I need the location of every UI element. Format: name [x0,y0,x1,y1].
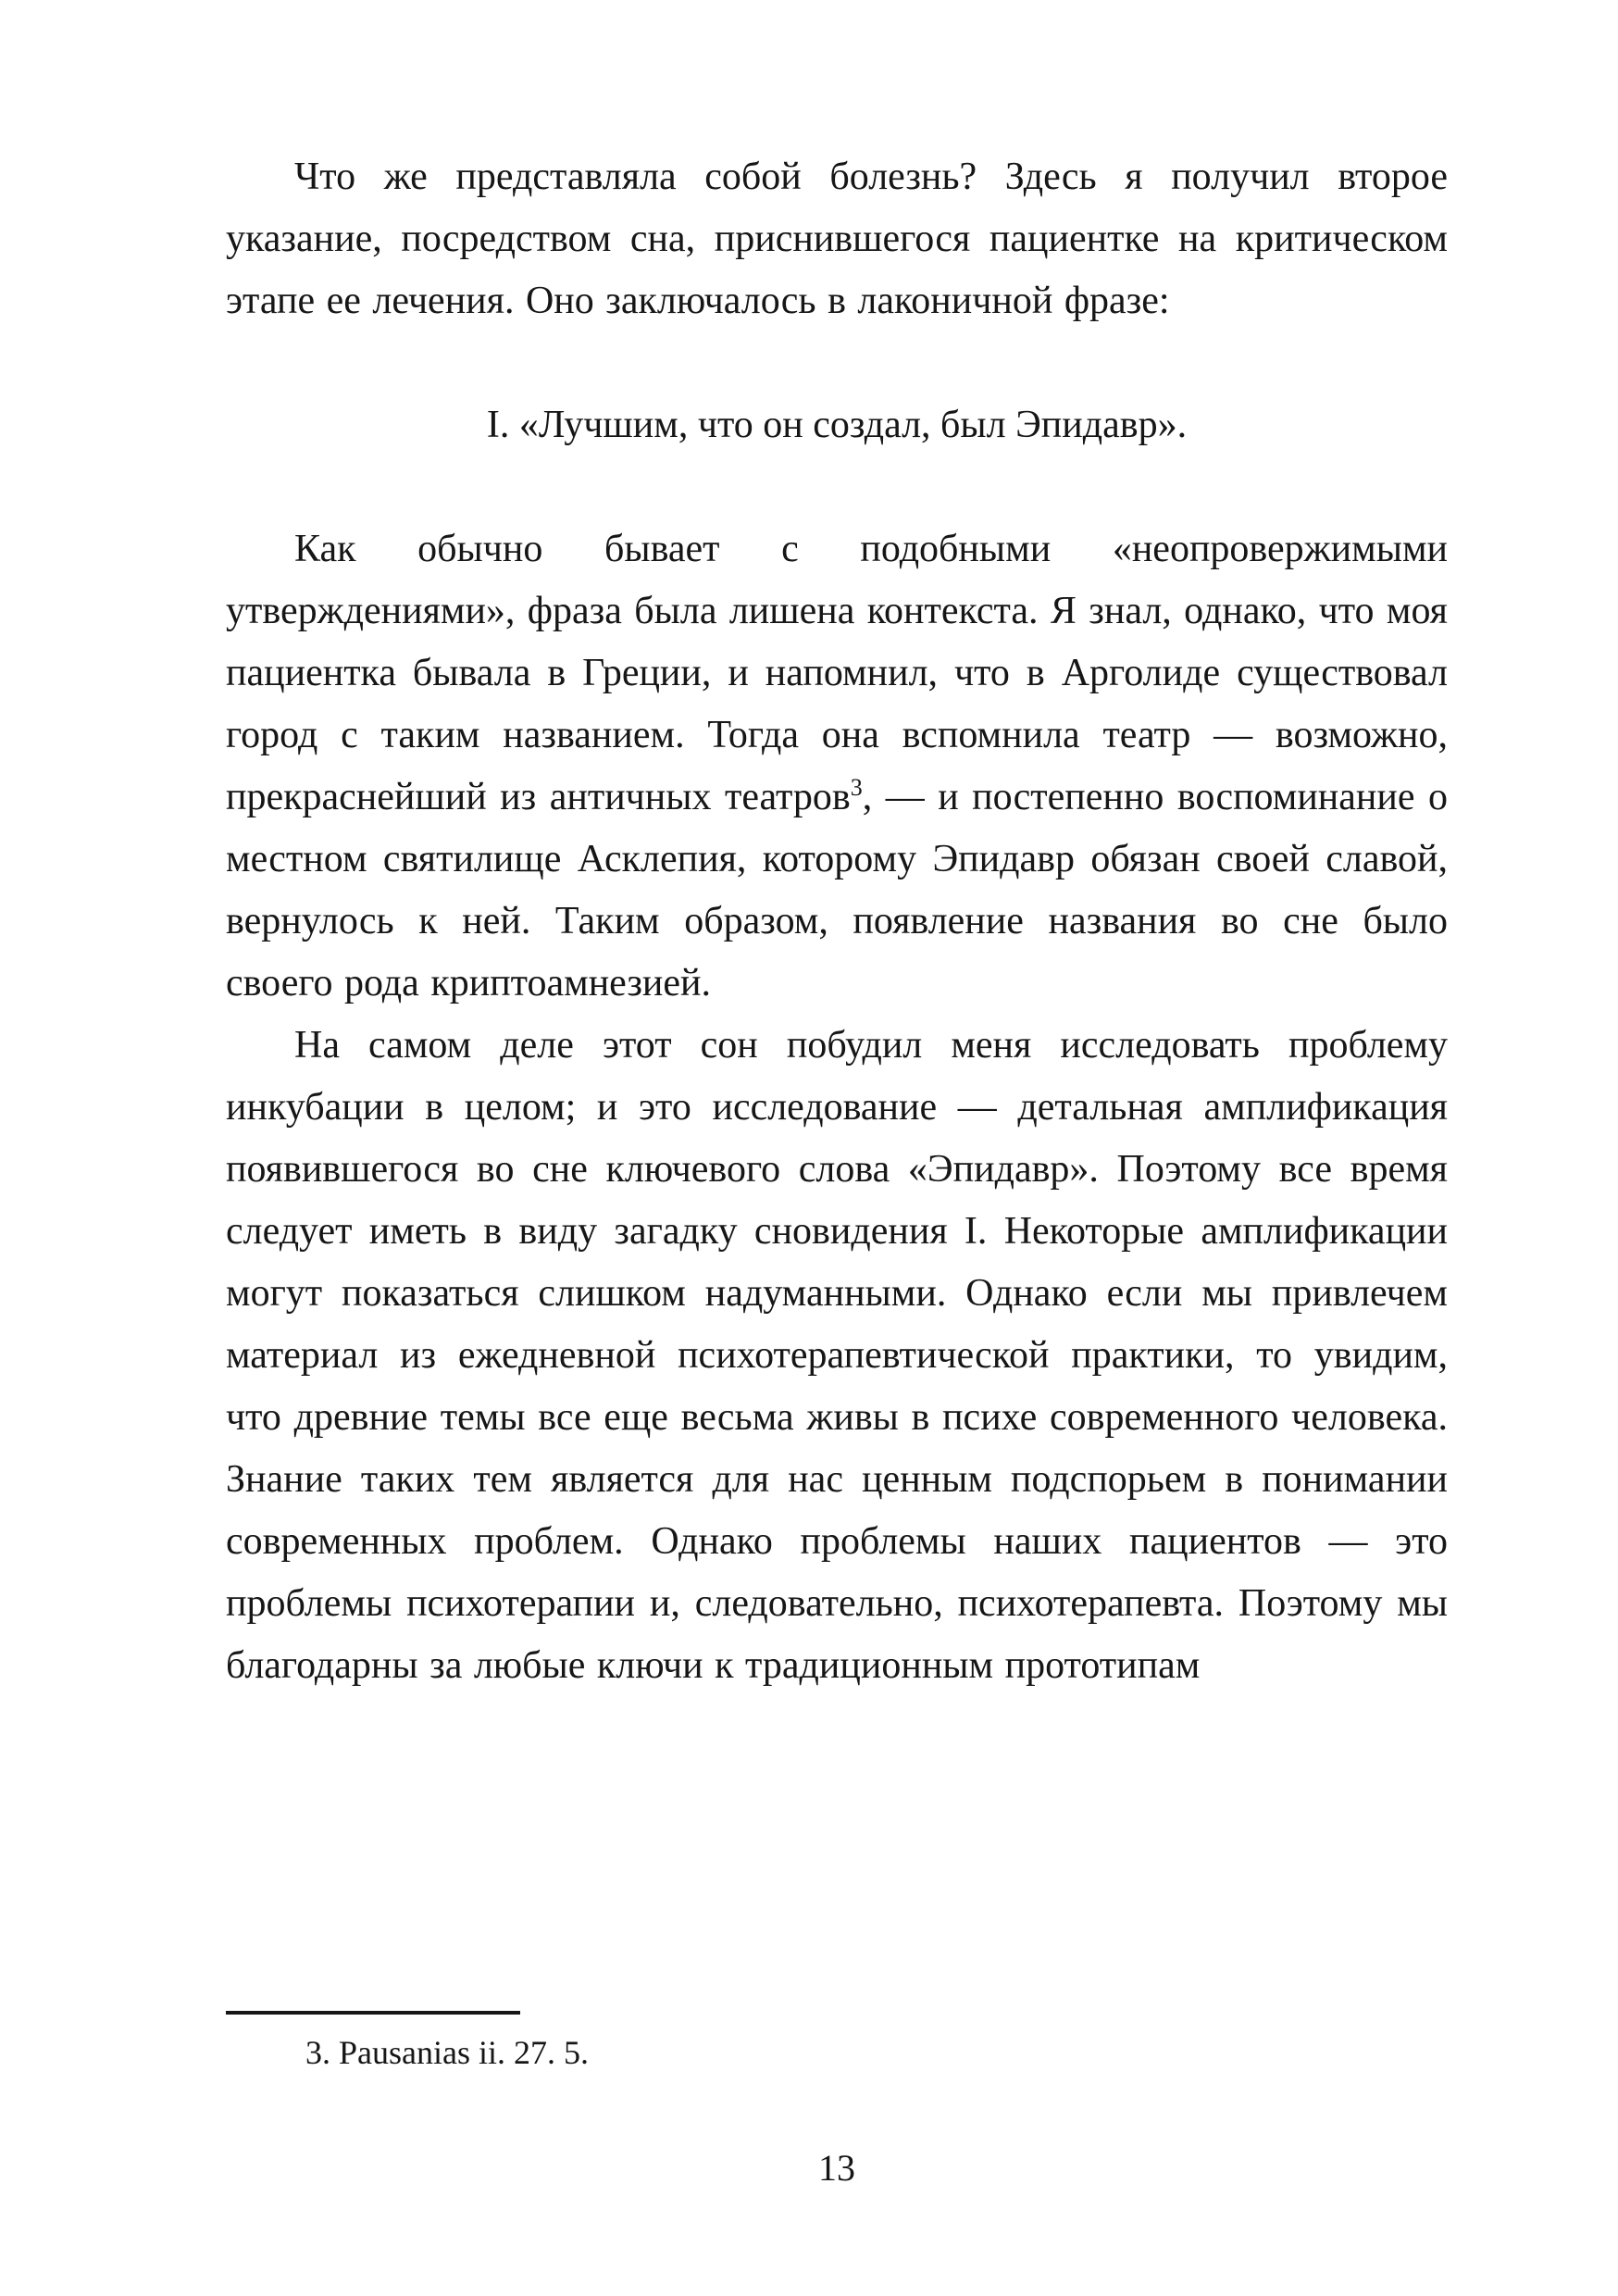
footnote-text: 3. Pausanias ii. 27. 5. [305,2034,589,2071]
paragraph-context [226,518,1448,1015]
paragraph-intro: Что же представляла собой болезнь? Здесь я получил второе указание, посредством сна, приснившегося пациентке на критическом этапе ее лечения. Оно заключалось в лаконичной фразе: [226,156,1448,322]
page-number: 13 [818,2147,855,2189]
footnote-marker: 3 [850,774,863,801]
paragraph-incubation: На самом деле этот сон побудил меня исследовать проблему инкубации в целом; и это исследование — детальная амплификация появившегося во сне ключевого слова «Эпидавр». Поэтому все время следует иметь в виду загадку сновидения I. Некоторые амплификации могут показаться слишком надуманными. Однако если мы привлечем материал из ежедневной психотерапевтической практики, то увидим, что древние темы все еще весьма живы в психе современного человека. Знание таких тем является для нас ценным подспорьем в понимании современных проблем. Однако проблемы наших пациентов — это проблемы психотерапии и, следовательно, психотерапевта. Поэтому мы благодарны за любые ключи к традиционным прототипам [226,1024,1448,1687]
footnote-separator-rule [226,2011,520,2015]
footnote-area [226,2011,1448,2074]
paragraph-context-text-after-marker: , — и постепенно воспоминание о местном святилище Асклепия, которому Эпидавр обязан своей славой, вернулось к ней. Таким образом, появление названия во сне было своего рода криптоамнезией. [226,776,1449,1004]
body-text [226,146,1448,1697]
dream-quote: I. «Лучшим, что он создал, был Эпидавр». [486,404,1188,446]
paragraph-context-text-before-marker: Как обычно бывает с подобными «неопровержимыми утверждениями», фраза была лишена контекста. Я знал, однако, что моя пациентка бывала в Греции, и напомнил, что в Арголиде существовал город с таким названием. Тогда она вспомнила театр — возможно, прекраснейший из античных театров [226,528,1448,818]
